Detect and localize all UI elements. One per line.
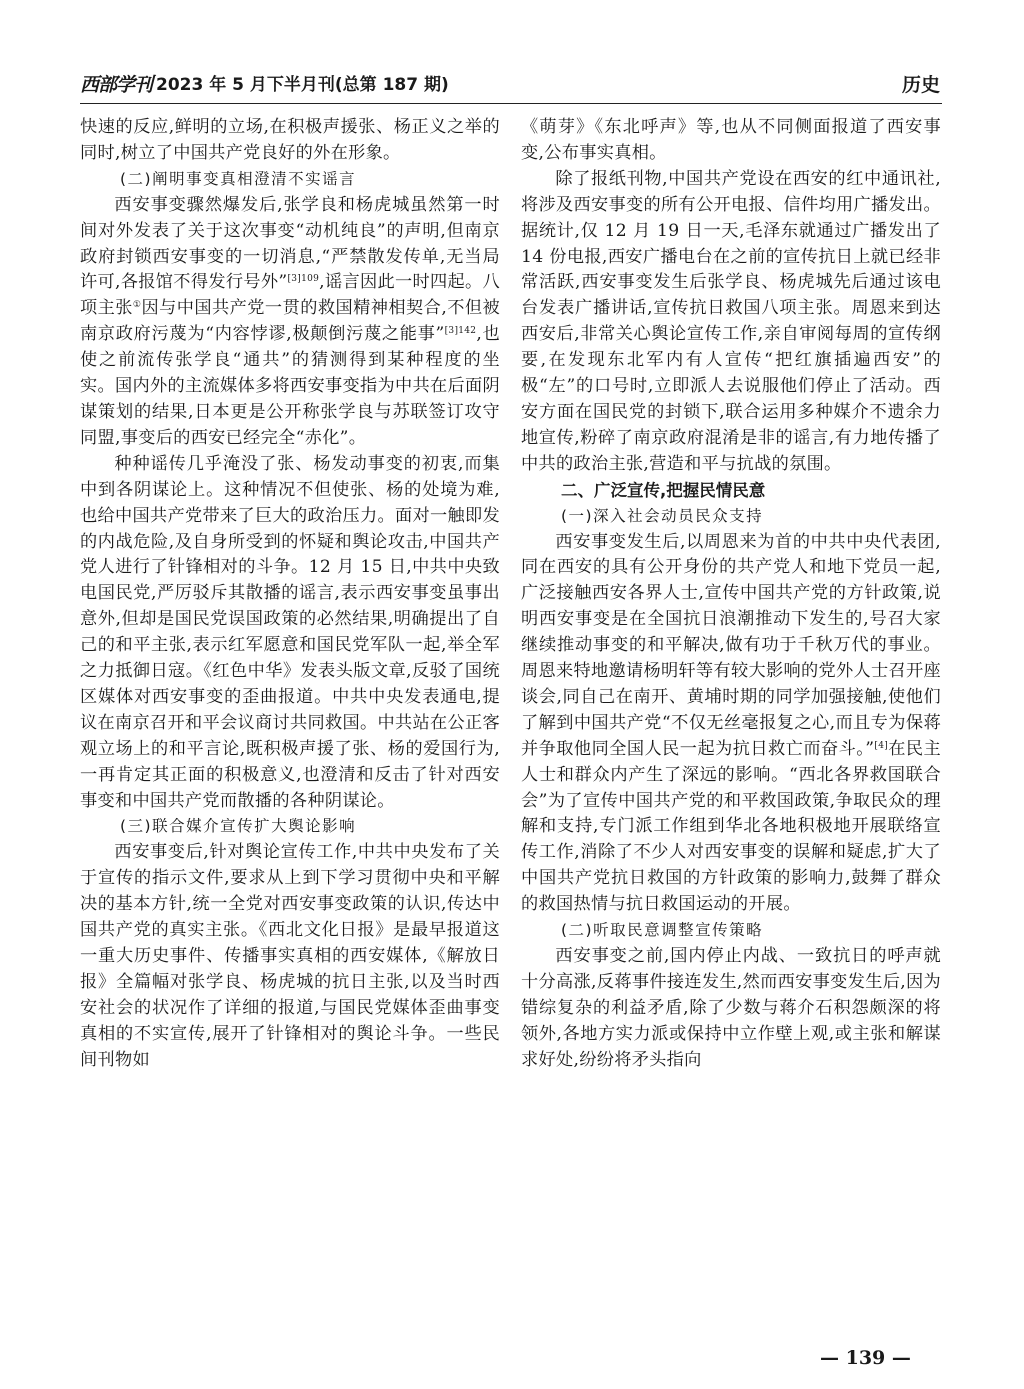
running-header — [80, 66, 942, 100]
paragraph-text: 西安事变发生后,以周恩来为首的中共中央代表团,同在西安的具有公开身份的共产党人和地下党员一起,广泛接触西安各界人士,宣传中国共产党的方针政策,说明西安事变是在全国抗日浪潮推动下发生的,号召大家继续推动事变的和平解决,做有功于千秋万代的事业。周恩来特地邀请杨明轩等有较大影响的党外人士召开座谈会,同自己在南开、黄埔时期的同学加强接触,使他们了解到中国共产党“不仅无丝毫报复之心,而且专为保蒋并争取他同全国人民一起为抗日救亡而奋斗。” — [521, 531, 941, 759]
paragraph-text: 在民主人士和群众内产生了深远的影响。“西北各界救国联合会”为了宣传中国共产党的和平救国政策,争取民众的理解和支持,专门派工作组到华北各地积极地开展联络宣传工作,消除了不少人对西安事变的误解和疑虑,扩大了中国共产党抗日救国的方针政策的影响力,鼓舞了群众的救国热情与抗日救国运动的开展。 — [521, 738, 941, 915]
paragraph-text: ,谣言因此一时四起。八项主张 — [80, 272, 500, 319]
paragraph — [521, 530, 941, 919]
subsection-heading: (三)联合媒介宣传扩大舆论影响 — [120, 817, 357, 836]
header-rule — [80, 103, 942, 104]
paragraph: 种种谣传几乎淹没了张、杨发动事变的初衷,而集中到各阴谋论上。这种情况不但使张、杨的处境为难,也给中国共产党带来了巨大的政治压力。面对一触即发的内战危险,及自身所受到的怀疑和舆论攻击,中国共产党人进行了针锋相对的斗争。12 月 15 日,中共中央致电国民党,严厉驳斥其散播的谣言,表示西安事变虽事出意外,但却是国民党误国政策的必然结果,明确提出了自己的和平主张,表示红军愿意和国民党军队一起,举全军之力抵御日寇。《红色中华》发表头版文章,反驳了国统区媒体对西安事变的歪曲报道。中共中央发表通电,提议在南京召开和平会议商讨共同救国。中共站在公正客观立场上的和平言论,既积极声援了张、杨的爱国行为,一再肯定其正面的积极意义,也澄清和反击了针对西安事变和中国共产党而散播的各种阴谋论。 — [80, 453, 500, 811]
issue-info: 2023 年 5 月下半月刊(总第 187 期) — [156, 75, 449, 95]
paragraph: 西安事变之前,国内停止内战、一致抗日的呼声就十分高涨,反蒋事件接连发生,然而西安事变发生后,因为错综复杂的利益矛盾,除了少数与蒋介石积怨颇深的将领外,各地方实力派或保持中立作壁上观,或主张和解谋求好处,纷纷将矛头指向 — [521, 946, 941, 1070]
paragraph-text: 西安事变骤然爆发后,张学良和杨虎城虽然第一时间对外发表了关于这次事变“动机纯良”的声明,但南京政府封锁西安事变的一切消息,“严禁散发传单,无当局许可,各报馆不得发行号外” — [80, 194, 500, 293]
paragraph: 快速的反应,鲜明的立场,在积极声援张、杨正义之举的同时,树立了中国共产党良好的外在形象。 — [80, 117, 500, 163]
paragraph: 西安事变后,针对舆论宣传工作,中共中央发布了关于宣传的指示文件,要求从上到下学习贯彻中央和平解决的基本方针,统一全党对西安事变政策的认识,传达中国共产党的真实主张。《西北文化日报》是最早报道这一重大历史事件、传播事实真相的西安媒体,《解放日报》全篇幅对张学良、杨虎城的抗日主张,以及当时西安社会的状况作了详细的报道,与国民党媒体歪曲事变真相的不实宣传,展开了针锋相对的舆论斗争。一些民间刊物如 — [80, 842, 500, 1070]
right-column — [521, 115, 941, 1074]
section-label: 历史 — [901, 74, 940, 96]
section-heading: 二、广泛宣传,把握民情民意 — [561, 480, 766, 500]
footnote-ref: ① — [132, 300, 142, 311]
subsection-heading: (二)听取民意调整宣传策略 — [561, 921, 764, 940]
citation-ref: [3]142 — [444, 326, 477, 337]
subsection-heading: (一)深入社会动员民众支持 — [561, 506, 764, 525]
left-column — [80, 115, 500, 1074]
paragraph — [80, 193, 500, 452]
citation-ref: [3]109 — [287, 274, 320, 285]
citation-ref: [4] — [874, 740, 889, 751]
paragraph-text: ,也使之前流传张学良“通共”的猜测得到某种程度的坐实。国内外的主流媒体多将西安事变指为中共在后面阴谋策划的结果,日本更是公开称张学良与苏联签订攻守同盟,事变后的西安已经完全“赤化”。 — [80, 324, 500, 448]
paragraph-text: 因与中国共产党一贯的救国精神相契合,不但被南京政府污蔑为“内容悖谬,极颠倒污蔑之能事” — [80, 298, 501, 345]
subsection-heading: (二)阐明事变真相澄清不实谣言 — [120, 169, 357, 188]
page-number: — 139 — — [820, 1347, 911, 1369]
journal-logo: 西部学刊 — [80, 74, 153, 96]
paragraph: 除了报纸刊物,中国共产党设在西安的红中通讯社,将涉及西安事变的所有公开电报、信件均用广播发出。据统计,仅 12 月 19 日一天,毛泽东就通过广播发出了 14 份电报,西安广播电台在之前的宣传抗日上就已经非常活跃,西安事变发生后张学良、杨虎城先后通过该电台发表广播讲话,宣传抗日救国八项主张。周恩来到达西安后,非常关心舆论宣传工作,亲自审阅每周的宣传纲要,在发现东北军内有人宣传“把红旗插遍西安”的极“左”的口号时,立即派人去说服他们停止了活动。西安方面在国民党的封锁下,联合运用多种媒介不遗余力地宣传,粉碎了南京政府混淆是非的谣言,有力地传播了中共的政治主张,营造和平与抗战的氛围。 — [521, 168, 941, 474]
paragraph: 《萌芽》《东北呼声》等,也从不同侧面报道了西安事变,公布事实真相。 — [521, 117, 941, 163]
